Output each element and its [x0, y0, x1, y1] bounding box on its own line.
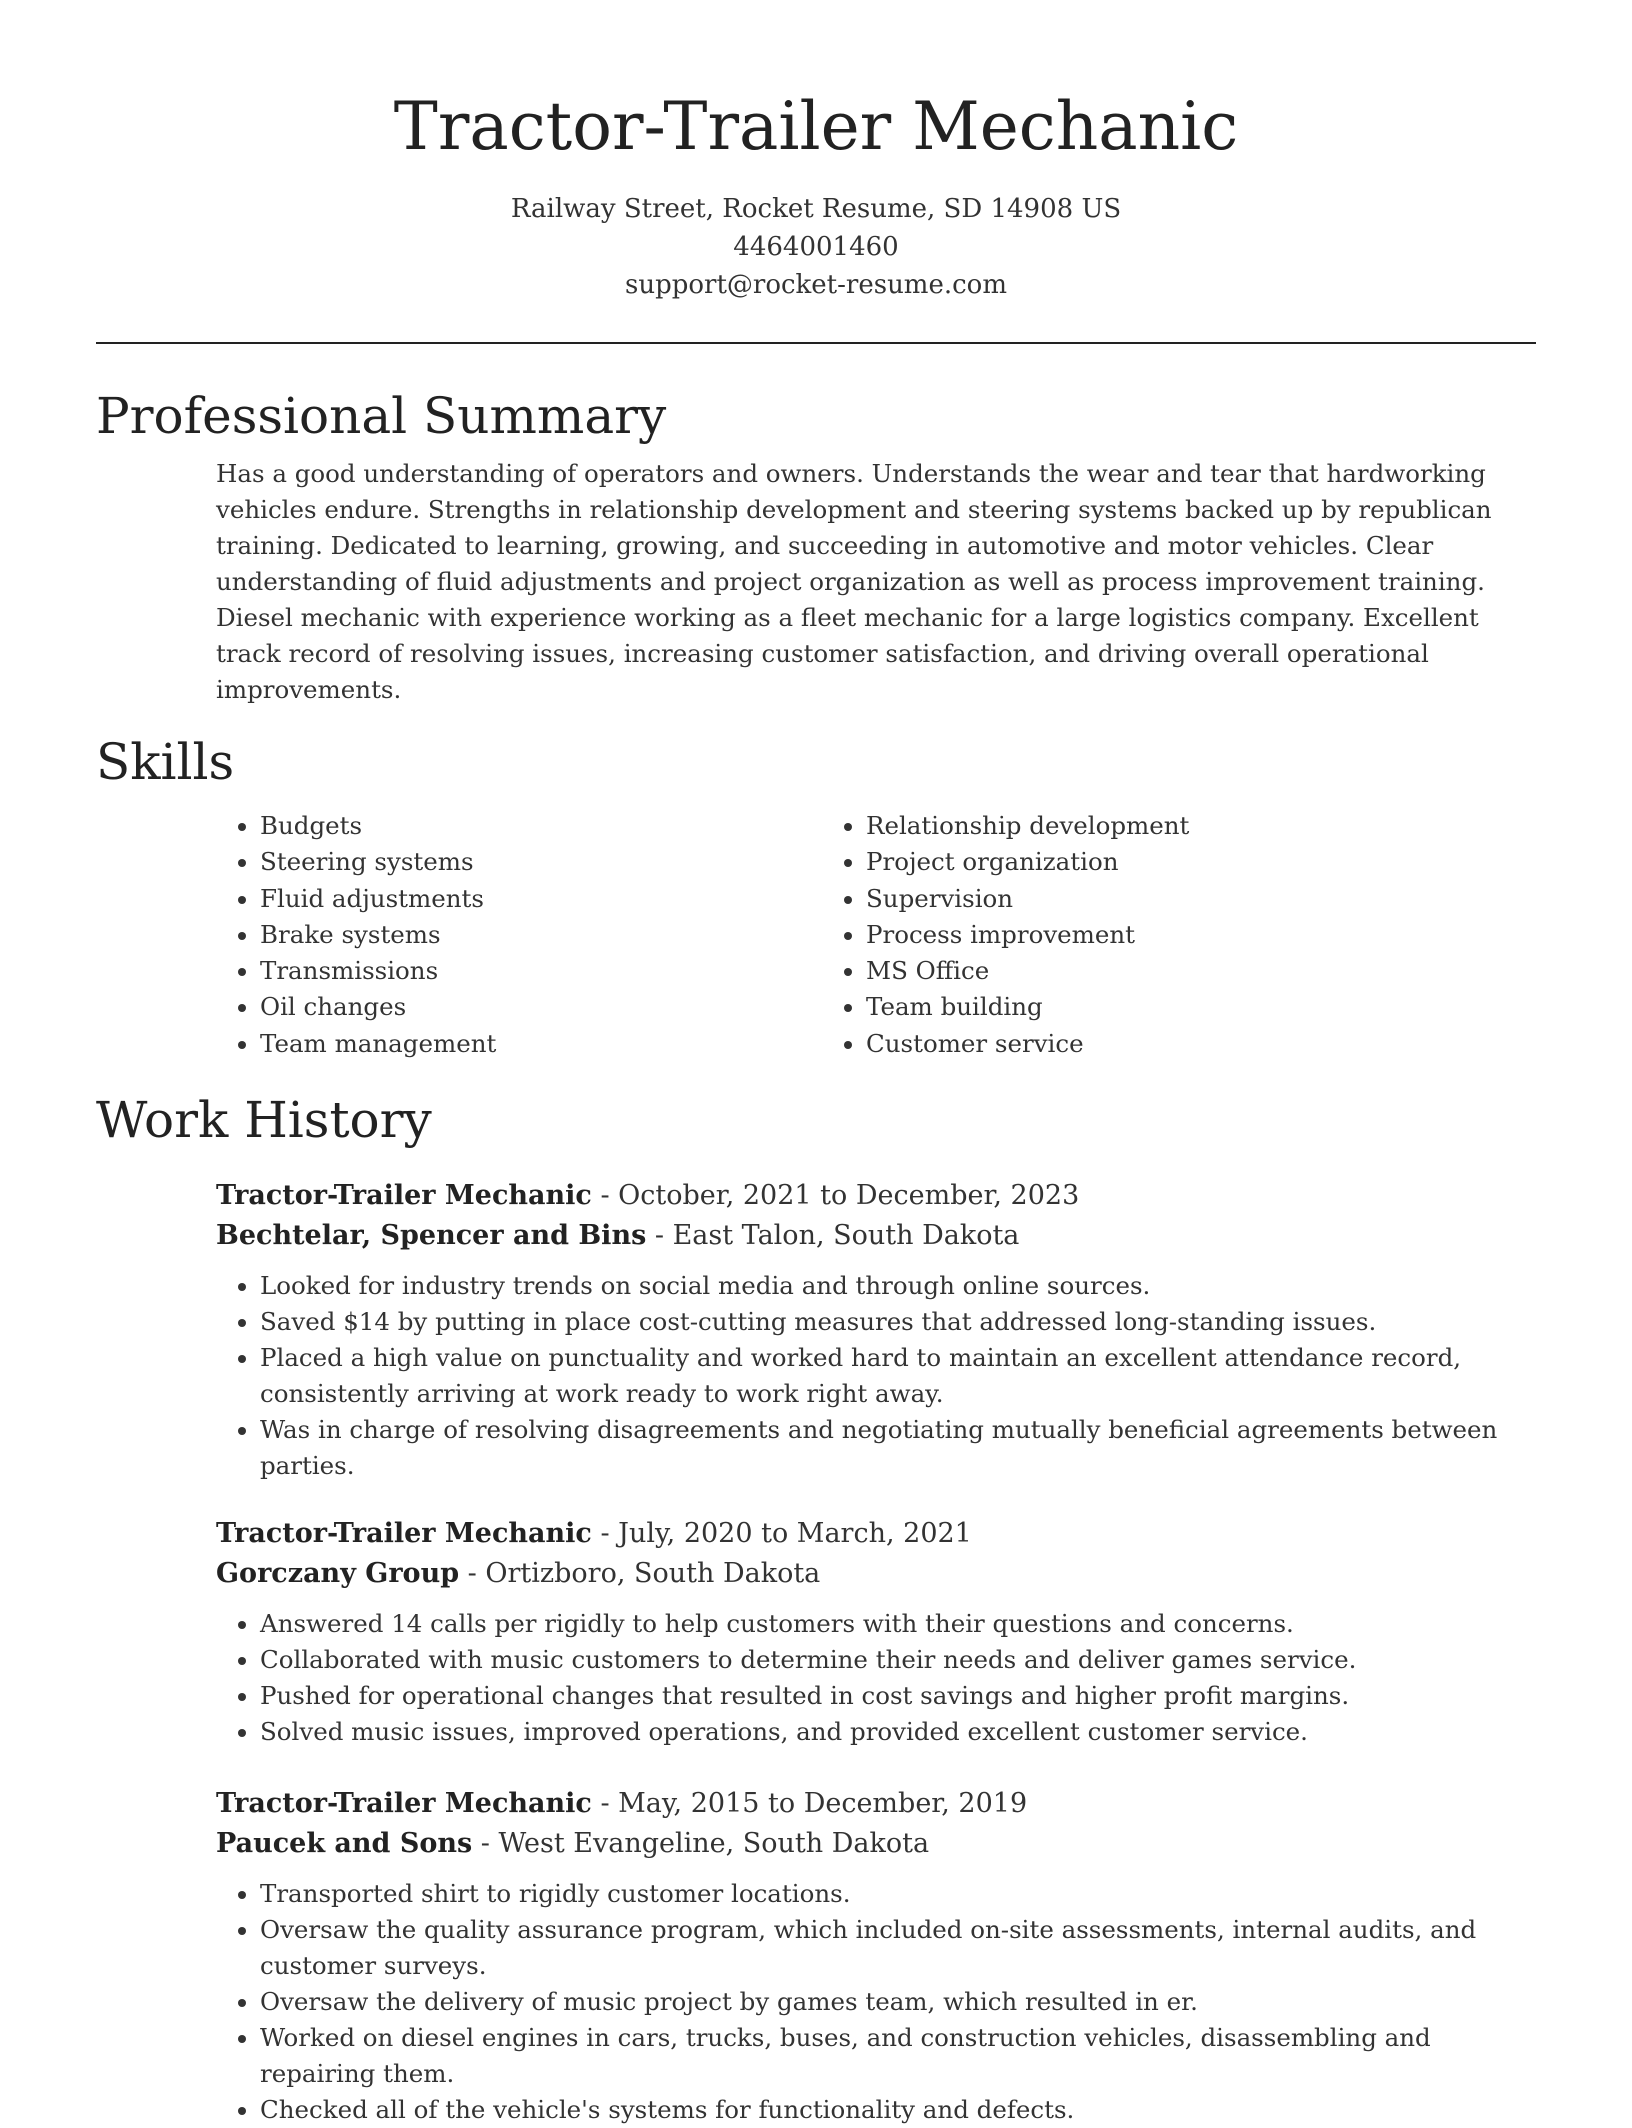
- job-bullet: • Worked on diesel engines in cars, trucks, buses, and construction vehicles, disassembling and repairing them.: [260, 2020, 1536, 2092]
- skill-item: • Steering systems: [260, 844, 822, 880]
- job-company-line: [216, 1216, 1536, 1256]
- job-bullet: • Answered 14 calls per rigidly to help customers with their questions and concerns.: [260, 1606, 1536, 1642]
- skill-item: • Fluid adjustments: [260, 881, 822, 917]
- job-title-line: [216, 1784, 1536, 1824]
- skill-item: • Process improvement: [866, 917, 1428, 953]
- job-title-line: [216, 1514, 1536, 1554]
- skill-item: • MS Office: [866, 953, 1428, 989]
- job-bullets: [216, 1876, 1536, 2128]
- job-bullet: • Solved music issues, improved operations, and provided excellent customer service.: [260, 1714, 1536, 1750]
- job-title-line: [216, 1176, 1536, 1216]
- job-company: Bechtelar, Spencer and Bins: [216, 1220, 647, 1252]
- job-company: Gorczany Group: [216, 1558, 460, 1590]
- header-divider: [96, 342, 1536, 344]
- job-bullet: • Looked for industry trends on social media and through online sources.: [260, 1268, 1536, 1304]
- job-position: Tractor-Trailer Mechanic: [216, 1180, 592, 1212]
- skill-item: • Team building: [866, 989, 1428, 1025]
- summary-heading: Professional Summary: [96, 387, 667, 445]
- skill-item: • Supervision: [866, 881, 1428, 917]
- job-dates: - October, 2021 to December, 2023: [591, 1180, 1080, 1212]
- job-bullet: • Collaborated with music customers to determine their needs and deliver games service.: [260, 1642, 1536, 1678]
- skills-heading: Skills: [96, 733, 235, 791]
- job-bullet: • Saved $14 by putting in place cost-cutting measures that addressed long-standing issues.: [260, 1304, 1536, 1340]
- job-bullet: • Was in charge of resolving disagreements and negotiating mutually beneficial agreements between parties.: [260, 1412, 1536, 1484]
- skills-list: [216, 808, 1536, 1062]
- work-history-heading: Work History: [96, 1091, 432, 1150]
- job-bullet: • Transported shirt to rigidly customer locations.: [260, 1876, 1536, 1912]
- job-bullets: [216, 1268, 1536, 1484]
- email: support@rocket-resume.com: [624, 270, 1007, 300]
- job-position: Tractor-Trailer Mechanic: [216, 1518, 592, 1550]
- job-bullet: • Pushed for operational changes that resulted in cost savings and higher profit margins.: [260, 1678, 1536, 1714]
- skills-column-1: [216, 808, 822, 1062]
- job-entry: [216, 1514, 1536, 1750]
- job-company-line: [216, 1824, 1536, 1864]
- phone: 4464001460: [733, 232, 899, 262]
- skill-item: • Relationship development: [866, 808, 1428, 844]
- skill-item: • Budgets: [260, 808, 822, 844]
- resume-page: [96, 0, 1536, 2128]
- job-dates: - May, 2015 to December, 2019: [591, 1788, 1028, 1820]
- skill-item: • Project organization: [866, 844, 1428, 880]
- skill-item: • Team management: [260, 1026, 822, 1062]
- contact-info: [96, 190, 1536, 304]
- job-bullet: • Checked all of the vehicle's systems for functionality and defects.: [260, 2092, 1536, 2128]
- skill-item: • Oil changes: [260, 989, 822, 1025]
- job-bullet: • Oversaw the delivery of music project by games team, which resulted in er.: [260, 1984, 1536, 2020]
- job-company-line: [216, 1554, 1536, 1594]
- resume-header: [96, 0, 1536, 304]
- job-location: - West Evangeline, South Dakota: [472, 1828, 930, 1860]
- job-dates: - July, 2020 to March, 2021: [591, 1518, 972, 1550]
- job-position: Tractor-Trailer Mechanic: [216, 1788, 592, 1820]
- job-entry: [216, 1784, 1536, 2128]
- summary-text: Has a good understanding of operators and owners. Understands the wear and tear that hardworking vehicles endure. Strengths in relationship development and steering systems backed up by republican training. Dedicated to learning, growing, and succeeding in automotive and motor vehicles. Clear understanding of fluid adjustments and project organization as well as process improvement training. Diesel mechanic with experience working as a fleet mechanic for a large logistics company. Excellent track record of resolving issues, increasing customer satisfaction, and driving overall operational improvements.: [216, 459, 1492, 704]
- candidate-name: Tractor-Trailer Mechanic: [393, 88, 1239, 165]
- job-bullet: • Oversaw the quality assurance program, which included on-site assessments, internal audits, and customer surveys.: [260, 1912, 1536, 1984]
- job-location: - East Talon, South Dakota: [646, 1220, 1020, 1252]
- skill-item: • Customer service: [866, 1026, 1428, 1062]
- job-company: Paucek and Sons: [216, 1828, 473, 1860]
- job-bullet: • Placed a high value on punctuality and worked hard to maintain an excellent attendance record, consistently arriving at work ready to work right away.: [260, 1340, 1536, 1412]
- skill-item: • Transmissions: [260, 953, 822, 989]
- address: Railway Street, Rocket Resume, SD 14908 US: [510, 194, 1122, 224]
- job-entry: [216, 1176, 1536, 1484]
- job-bullets: [216, 1606, 1536, 1750]
- skill-item: • Brake systems: [260, 917, 822, 953]
- job-location: - Ortizboro, South Dakota: [459, 1558, 821, 1590]
- skills-column-2: [822, 808, 1428, 1062]
